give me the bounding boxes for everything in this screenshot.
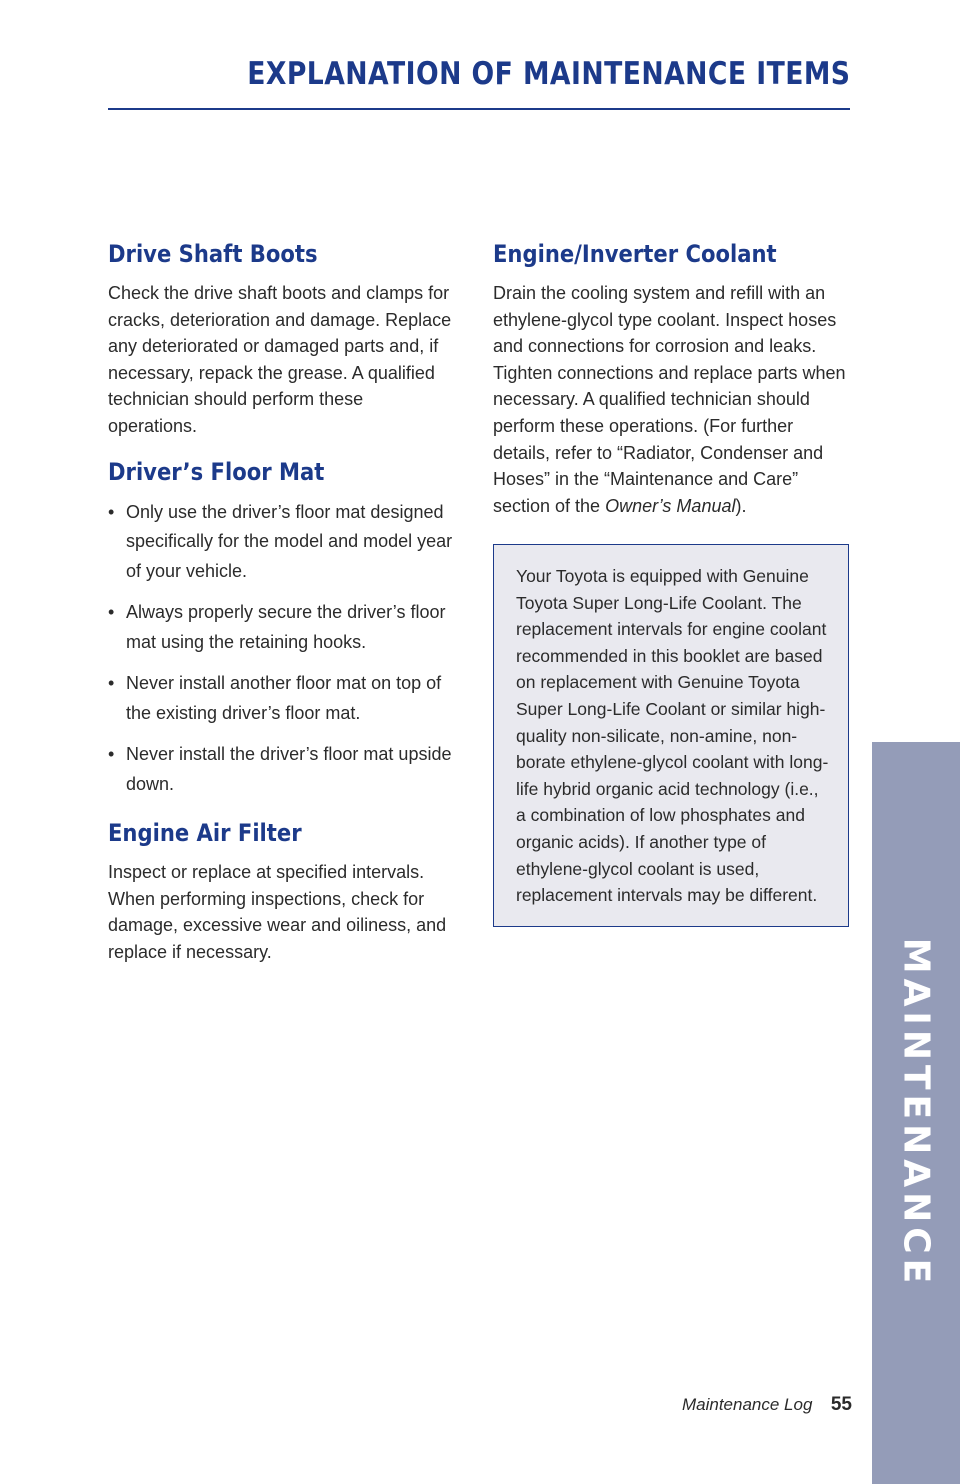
- section-heading: Driver’s Floor Mat: [108, 457, 325, 486]
- page-footer: [682, 1394, 852, 1416]
- list-item: • Only use the driver’s floor mat designed specifically for the model and model year of your vehicle.: [108, 498, 453, 587]
- list-item: • Never install another floor mat on top of the existing driver’s floor mat.: [108, 669, 453, 728]
- coolant-text-end: ).: [735, 495, 747, 516]
- list-item: • Always properly secure the driver’s floor mat using the retaining hooks.: [108, 598, 453, 657]
- coolant-text-part: Drain the cooling system and refill with an ethylene-glycol type coolant. Inspect hoses and connections for corrosion and leaks. Tighten connections and replace parts when necessary. A qualified technician should perform these operations. (For further details, refer to “Radiator, Condenser and Hoses” in the “Maintenance and Care” section of the: [493, 283, 846, 516]
- page-number: 55: [830, 1394, 852, 1415]
- section-engine-inverter-coolant: [493, 240, 850, 519]
- section-heading: Engine Air Filter: [108, 819, 302, 848]
- owners-manual-reference: Owner’s Manual: [605, 495, 736, 516]
- section-text: Inspect or replace at specified intervals. When performing inspections, check for damage, excessive wear and oiliness, and replace if necessary.: [108, 862, 447, 962]
- section-drive-shaft-boots: [108, 240, 453, 440]
- section-engine-air-filter: [108, 819, 453, 965]
- footer-label: Maintenance Log: [681, 1395, 813, 1414]
- section-text: Check the drive shaft boots and clamps for cracks, deterioration and damage. Replace any deteriorated or damaged parts and, if necessary, repack the grease. A qualified technician should perform these operations.: [108, 283, 452, 436]
- right-column: [493, 240, 850, 537]
- section-heading: Drive Shaft Boots: [108, 240, 318, 268]
- list-item: • Never install the driver’s floor mat upside down.: [108, 740, 453, 799]
- side-tab-label: MAINTENANCE: [895, 937, 937, 1289]
- left-column: [108, 240, 453, 983]
- coolant-note-box: [493, 544, 849, 927]
- page-title: EXPLANATION OF MAINTENANCE ITEMS: [246, 56, 850, 92]
- page-header: [108, 50, 850, 110]
- floor-mat-bullet-list: [108, 498, 453, 800]
- section-drivers-floor-mat: [108, 458, 453, 800]
- section-text: [493, 280, 850, 519]
- section-heading: Engine/Inverter Coolant: [493, 240, 777, 268]
- coolant-note-text: Your Toyota is equipped with Genuine Toyota Super Long-Life Coolant. The replacement intervals for engine coolant recommended in this booklet are based on replacement with Genuine Toyota Super Long-Life Coolant or similar high-quality non-silicate, non-amine, non-borate ethylene-glycol coolant with long-life hybrid organic acid technology (i.e., a combination of low phosphates and organic acids). If another type of ethylene-glycol coolant is used, replacement intervals may be different.: [516, 566, 829, 906]
